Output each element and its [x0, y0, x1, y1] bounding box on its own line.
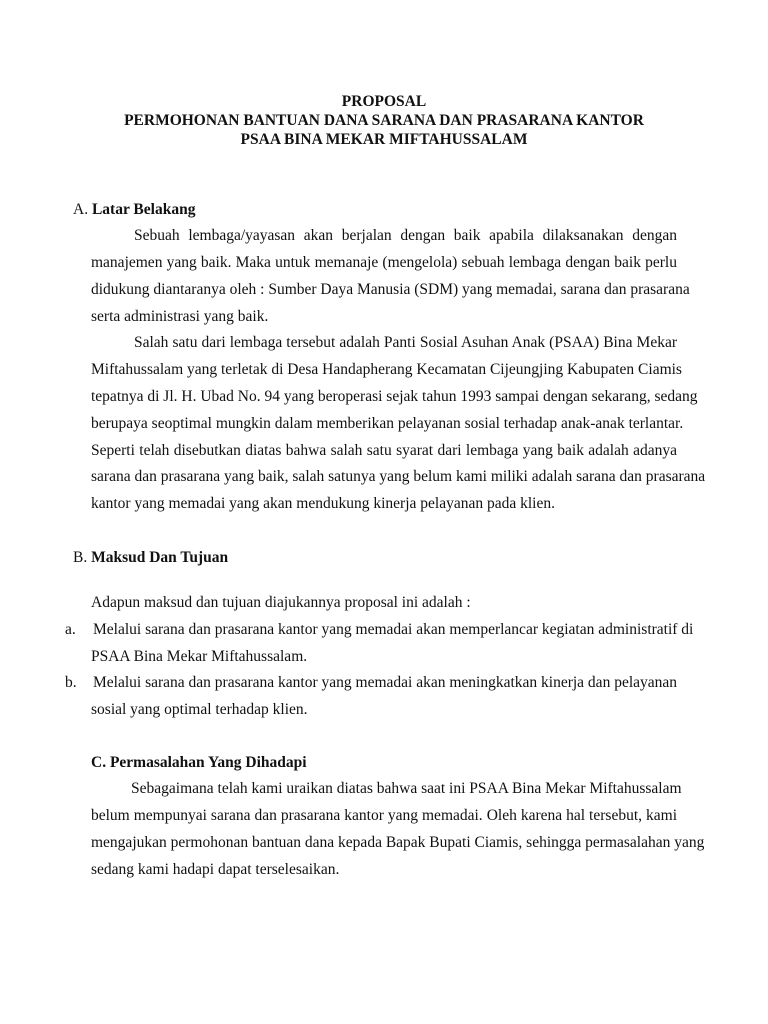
paragraph-line: didukung diantaranya oleh : Sumber Daya Manusia (SDM) yang memadai, sarana dan prasarana	[91, 281, 690, 298]
paragraph-line: serta administrasi yang baik.	[91, 308, 269, 325]
list-marker-a: a.	[65, 621, 76, 638]
section-b-intro: Adapun maksud dan tujuan diajukannya proposal ini adalah :	[91, 594, 471, 611]
list-item-line: Melalui sarana dan prasarana kantor yang memadai akan memperlancar kegiatan administratif di	[93, 621, 694, 638]
list-item-line: sosial yang optimal terhadap klien.	[91, 701, 308, 718]
paragraph-line: berupaya seoptimal mungkin dalam memberikan pelayanan sosial terhadap anak-anak terlantar.	[91, 415, 684, 432]
paragraph-line: belum mempunyai sarana dan prasarana kantor yang memadai. Oleh karena hal tersebut, kami	[91, 807, 677, 824]
list-item-line: Melalui sarana dan prasarana kantor yang memadai akan meningkatkan kinerja dan pelayanan	[93, 674, 678, 691]
paragraph-line: manajemen yang baik. Maka untuk memanaje (mengelola) sebuah lembaga dengan baik perlu	[91, 254, 677, 271]
list-item-line: PSAA Bina Mekar Miftahussalam.	[91, 648, 308, 665]
paragraph-line: tepatnya di Jl. H. Ubad No. 94 yang beroperasi sejak tahun 1993 sampai dengan sekarang, sedang	[91, 388, 698, 405]
title-line-3: PSAA BINA MEKAR MIFTAHUSSALAM	[240, 131, 528, 148]
section-c-heading: C. Permasalahan Yang Dihadapi	[91, 754, 307, 771]
title-line-1: PROPOSAL	[341, 93, 427, 110]
paragraph-line: Salah satu dari lembaga tersebut adalah Panti Sosial Asuhan Anak (PSAA) Bina Mekar	[134, 334, 677, 351]
paragraph-line: sedang kami hadapi dapat terselesaikan.	[91, 861, 340, 878]
paragraph-line: Sebagaimana telah kami uraikan diatas bahwa saat ini PSAA Bina Mekar Miftahussalam	[131, 780, 682, 797]
section-a-heading	[73, 201, 195, 219]
section-b-heading	[73, 549, 228, 567]
list-marker-b: b.	[65, 674, 77, 691]
document-title	[0, 92, 768, 149]
paragraph-line: Seperti telah disebutkan diatas bahwa salah satu syarat dari lembaga yang baik adalah adanya	[91, 442, 677, 459]
section-b-prefix: B.	[73, 549, 88, 566]
section-a-prefix: A.	[73, 201, 89, 218]
paragraph-line: mengajukan permohonan bantuan dana kepada Bapak Bupati Ciamis, sehingga permasalahan yang	[91, 834, 705, 851]
paragraph-line: Miftahussalam yang terletak di Desa Handapherang Kecamatan Cijeungjing Kabupaten Ciamis	[91, 361, 682, 378]
title-line-2: PERMOHONAN BANTUAN DANA SARANA DAN PRASARANA KANTOR	[124, 112, 644, 129]
paragraph-line: kantor yang memadai yang akan mendukung kinerja pelayanan pada klien.	[91, 495, 555, 512]
section-a-title: Latar Belakang	[91, 201, 196, 218]
section-b-title: Maksud Dan Tujuan	[91, 549, 229, 566]
paragraph-line: Sebuah lembaga/yayasan akan berjalan dengan baik apabila dilaksanakan dengan	[134, 227, 677, 244]
paragraph-line: sarana dan prasarana yang baik, salah satunya yang belum kami miliki adalah sarana dan prasarana	[91, 468, 706, 485]
